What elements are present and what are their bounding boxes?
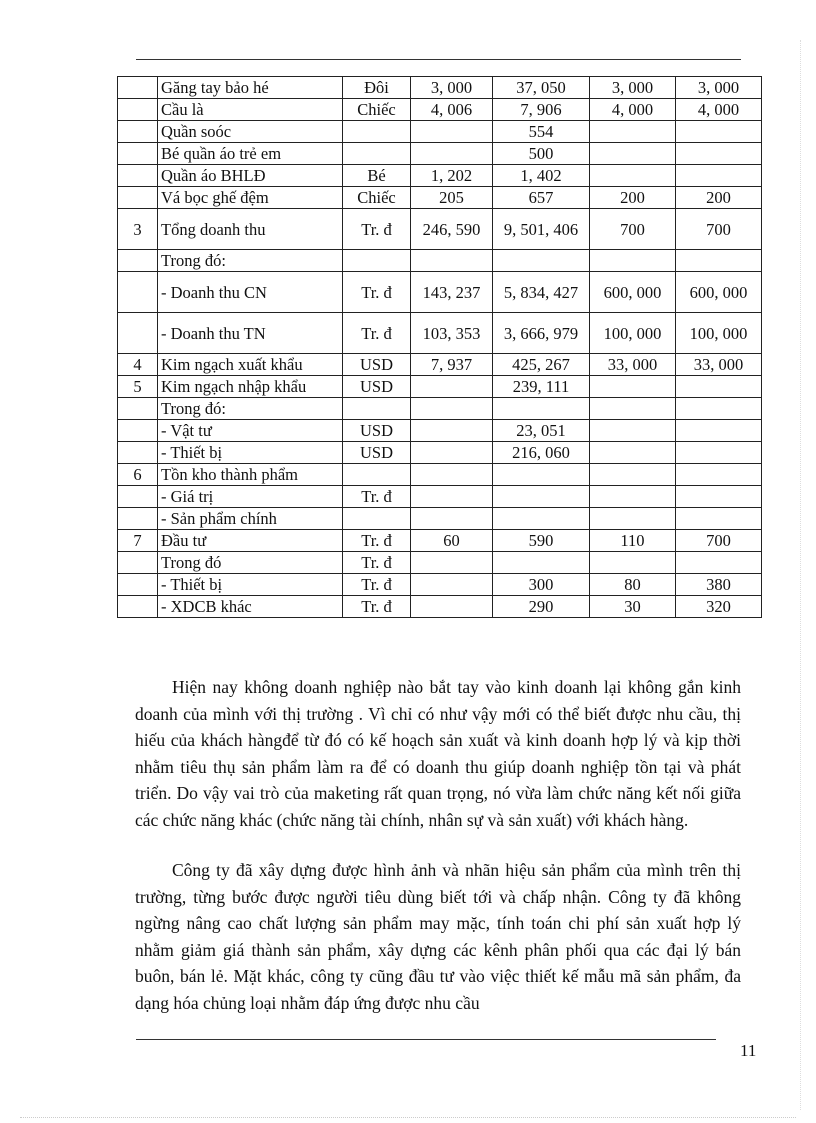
table-row — [118, 165, 762, 187]
table-cell-v1: 60 — [411, 530, 493, 552]
table-cell-v2: 239, 111 — [493, 376, 590, 398]
table-cell-v4: 600, 000 — [676, 272, 762, 313]
statistics-table — [117, 76, 762, 618]
table-cell-unit: Chiếc — [343, 99, 411, 121]
table-cell-item: Kim ngạch xuất khẩu — [158, 354, 343, 376]
table-cell-item: - Doanh thu CN — [158, 272, 343, 313]
table-cell-item: Trong đó — [158, 552, 343, 574]
table-row — [118, 209, 762, 250]
table-cell-v2 — [493, 486, 590, 508]
table-cell-no — [118, 552, 158, 574]
table-row — [118, 486, 762, 508]
table-row — [118, 530, 762, 552]
table-cell-unit: Đôi — [343, 77, 411, 99]
table-cell-v4 — [676, 508, 762, 530]
paragraph-marketing-role: Hiện nay không doanh nghiệp nào bắt tay vào kinh doanh lại không gắn kinh doanh của mình với thị trường . Vì chỉ có như vậy mới có thể biết được nhu cầu, thị hiếu của khách hàngđể từ đó có kế hoạch sản xuất và kinh doanh hợp lý và kịp thời nhằm tiêu thụ sản phẩm làm ra để có doanh thu giúp doanh nghiệp tồn tại và phát triển. Do vậy vai trò của maketing rất quan trọng, nó vừa làm chức năng kết nối giữa các chức năng khác (chức năng tài chính, nhân sự và sản xuất) với khách hàng. — [135, 677, 741, 830]
table-cell-no — [118, 508, 158, 530]
table-cell-unit: Tr. đ — [343, 313, 411, 354]
table-cell-v3 — [590, 143, 676, 165]
table-cell-v2: 5, 834, 427 — [493, 272, 590, 313]
table-cell-v2: 657 — [493, 187, 590, 209]
table-cell-v2 — [493, 250, 590, 272]
table-cell-item: Đầu tư — [158, 530, 343, 552]
table-cell-v2: 290 — [493, 596, 590, 618]
table-cell-v2 — [493, 464, 590, 486]
table-cell-unit — [343, 250, 411, 272]
table-cell-v1 — [411, 508, 493, 530]
table-row — [118, 420, 762, 442]
table-cell-v1 — [411, 250, 493, 272]
table-row — [118, 354, 762, 376]
table-cell-v4 — [676, 420, 762, 442]
table-cell-v1: 3, 000 — [411, 77, 493, 99]
table-row — [118, 272, 762, 313]
table-cell-unit: Tr. đ — [343, 209, 411, 250]
table-cell-v1: 7, 937 — [411, 354, 493, 376]
table-cell-v2: 1, 402 — [493, 165, 590, 187]
table-row — [118, 187, 762, 209]
table-cell-v3: 30 — [590, 596, 676, 618]
table-cell-v1: 4, 006 — [411, 99, 493, 121]
table-cell-v3: 700 — [590, 209, 676, 250]
table-cell-v4: 320 — [676, 596, 762, 618]
table-cell-v3: 4, 000 — [590, 99, 676, 121]
table-cell-v2 — [493, 508, 590, 530]
table-cell-v1: 1, 202 — [411, 165, 493, 187]
table-cell-v3: 100, 000 — [590, 313, 676, 354]
table-cell-v3 — [590, 398, 676, 420]
table-cell-v2: 37, 050 — [493, 77, 590, 99]
table-cell-unit: Tr. đ — [343, 596, 411, 618]
table-cell-v1 — [411, 121, 493, 143]
table-cell-v4 — [676, 398, 762, 420]
table-cell-unit: Tr. đ — [343, 486, 411, 508]
table-cell-item: Trong đó: — [158, 250, 343, 272]
table-cell-item: Trong đó: — [158, 398, 343, 420]
table-cell-no — [118, 398, 158, 420]
table-cell-unit — [343, 464, 411, 486]
table-cell-v2: 216, 060 — [493, 442, 590, 464]
table-cell-unit: USD — [343, 420, 411, 442]
page-edge-right — [800, 40, 801, 1110]
table-cell-v1 — [411, 420, 493, 442]
table-cell-unit: Chiếc — [343, 187, 411, 209]
table-row — [118, 77, 762, 99]
table-cell-unit: Bé — [343, 165, 411, 187]
table-cell-unit: Tr. đ — [343, 272, 411, 313]
table-cell-no — [118, 272, 158, 313]
table-cell-no: 4 — [118, 354, 158, 376]
table-cell-item: Bé quần áo trẻ em — [158, 143, 343, 165]
table-cell-v4 — [676, 376, 762, 398]
table-row — [118, 442, 762, 464]
table-cell-v2: 23, 051 — [493, 420, 590, 442]
table-cell-v1 — [411, 574, 493, 596]
table-cell-unit: USD — [343, 354, 411, 376]
table-cell-v4: 100, 000 — [676, 313, 762, 354]
header-rule — [136, 59, 741, 60]
table-cell-no — [118, 596, 158, 618]
table-cell-v4: 700 — [676, 209, 762, 250]
table-cell-v2 — [493, 552, 590, 574]
table-cell-v1: 143, 237 — [411, 272, 493, 313]
table-cell-v2: 500 — [493, 143, 590, 165]
table-cell-v1: 205 — [411, 187, 493, 209]
table-cell-v2: 9, 501, 406 — [493, 209, 590, 250]
table-cell-v4 — [676, 552, 762, 574]
table-cell-v1: 103, 353 — [411, 313, 493, 354]
table-cell-v3: 80 — [590, 574, 676, 596]
table-cell-item: Cầu là — [158, 99, 343, 121]
table-cell-v1 — [411, 596, 493, 618]
table-cell-v2: 554 — [493, 121, 590, 143]
table-cell-v4: 33, 000 — [676, 354, 762, 376]
table-cell-v3 — [590, 250, 676, 272]
table-cell-item: Tồn kho thành phẩm — [158, 464, 343, 486]
table-cell-no — [118, 486, 158, 508]
table-row — [118, 508, 762, 530]
table-cell-v3 — [590, 165, 676, 187]
table-cell-v3: 33, 000 — [590, 354, 676, 376]
table-cell-item: - Doanh thu TN — [158, 313, 343, 354]
table-cell-v4 — [676, 486, 762, 508]
table-cell-no: 6 — [118, 464, 158, 486]
page-number: 11 — [740, 1041, 757, 1060]
table-cell-item: - Thiết bị — [158, 574, 343, 596]
table-cell-item: Kim ngạch nhập khẩu — [158, 376, 343, 398]
table-cell-no: 3 — [118, 209, 158, 250]
table-cell-v4 — [676, 121, 762, 143]
table-row — [118, 121, 762, 143]
table-cell-v3 — [590, 464, 676, 486]
table-cell-v3: 110 — [590, 530, 676, 552]
table-cell-v4: 200 — [676, 187, 762, 209]
table-cell-no — [118, 165, 158, 187]
table-cell-unit: Tr. đ — [343, 574, 411, 596]
table-cell-no — [118, 250, 158, 272]
table-cell-v1 — [411, 376, 493, 398]
table-cell-v3 — [590, 552, 676, 574]
page-edge-bottom — [20, 1117, 796, 1118]
table-cell-no: 7 — [118, 530, 158, 552]
table-cell-v2: 590 — [493, 530, 590, 552]
table-row — [118, 99, 762, 121]
table-cell-v4 — [676, 442, 762, 464]
table-row — [118, 376, 762, 398]
table-cell-item: - Thiết bị — [158, 442, 343, 464]
table-cell-v3: 200 — [590, 187, 676, 209]
table-cell-item: Găng tay bảo hé — [158, 77, 343, 99]
table-row — [118, 398, 762, 420]
table-cell-no — [118, 442, 158, 464]
table-cell-v1 — [411, 464, 493, 486]
table-cell-v2: 3, 666, 979 — [493, 313, 590, 354]
table-cell-v4 — [676, 165, 762, 187]
table-cell-item: - XDCB khác — [158, 596, 343, 618]
table-cell-item: Quần soóc — [158, 121, 343, 143]
table-cell-item: Tổng doanh thu — [158, 209, 343, 250]
table-cell-v4 — [676, 464, 762, 486]
paragraph-company-brand: Công ty đã xây dựng được hình ảnh và nhãn hiệu sản phẩm của mình trên thị trường, từng bước được người tiêu dùng biết tới và chấp nhận. Công ty đã không ngừng nâng cao chất lượng sản phẩm may mặc, tính toán chi phí sản xuất hợp lý nhằm giảm giá thành sản phẩm, xây dựng các kênh phân phối qua các đại lý bán buôn, bán lẻ. Mặt khác, công ty cũng đầu tư vào việc thiết kế mẫu mã sản phẩm, đa dạng hóa chủng loại nhằm đáp ứng được nhu cầu — [135, 860, 741, 1013]
footer-rule — [136, 1039, 716, 1040]
table-cell-no — [118, 574, 158, 596]
table-cell-no: 5 — [118, 376, 158, 398]
table-cell-v1 — [411, 442, 493, 464]
table-row — [118, 574, 762, 596]
table-cell-v3: 600, 000 — [590, 272, 676, 313]
table-cell-v4 — [676, 250, 762, 272]
table-cell-v3 — [590, 420, 676, 442]
table-cell-v1 — [411, 398, 493, 420]
table-cell-unit: USD — [343, 442, 411, 464]
table-cell-item: Quần áo BHLĐ — [158, 165, 343, 187]
table-row — [118, 464, 762, 486]
table-cell-no — [118, 420, 158, 442]
table-row — [118, 596, 762, 618]
table-cell-v4 — [676, 143, 762, 165]
table-cell-v4: 700 — [676, 530, 762, 552]
table-cell-unit — [343, 398, 411, 420]
table-cell-unit — [343, 143, 411, 165]
table-cell-no — [118, 143, 158, 165]
table-row — [118, 143, 762, 165]
table-cell-v4: 4, 000 — [676, 99, 762, 121]
table-cell-v2 — [493, 398, 590, 420]
table-cell-v4: 3, 000 — [676, 77, 762, 99]
table-cell-v2: 425, 267 — [493, 354, 590, 376]
table-cell-v3: 3, 000 — [590, 77, 676, 99]
table-cell-unit — [343, 508, 411, 530]
table-cell-unit: Tr. đ — [343, 552, 411, 574]
table-cell-v2: 300 — [493, 574, 590, 596]
table-row — [118, 552, 762, 574]
table-cell-v4: 380 — [676, 574, 762, 596]
table-cell-v2: 7, 906 — [493, 99, 590, 121]
table-cell-v1 — [411, 486, 493, 508]
table-cell-item: - Sản phẩm chính — [158, 508, 343, 530]
table-cell-item: Vá bọc ghế đệm — [158, 187, 343, 209]
table-cell-unit — [343, 121, 411, 143]
table-cell-v1: 246, 590 — [411, 209, 493, 250]
table-cell-no — [118, 99, 158, 121]
table-row — [118, 313, 762, 354]
table-cell-no — [118, 77, 158, 99]
table-cell-v3 — [590, 376, 676, 398]
table-cell-v1 — [411, 143, 493, 165]
table-cell-unit: Tr. đ — [343, 530, 411, 552]
table-cell-v3 — [590, 508, 676, 530]
table-cell-v3 — [590, 121, 676, 143]
table-cell-v3 — [590, 486, 676, 508]
table-cell-v3 — [590, 442, 676, 464]
table-cell-no — [118, 121, 158, 143]
table-cell-no — [118, 187, 158, 209]
table-cell-unit: USD — [343, 376, 411, 398]
table-row — [118, 250, 762, 272]
table-cell-item: - Vật tư — [158, 420, 343, 442]
table-cell-no — [118, 313, 158, 354]
table-cell-item: - Giá trị — [158, 486, 343, 508]
table-cell-v1 — [411, 552, 493, 574]
